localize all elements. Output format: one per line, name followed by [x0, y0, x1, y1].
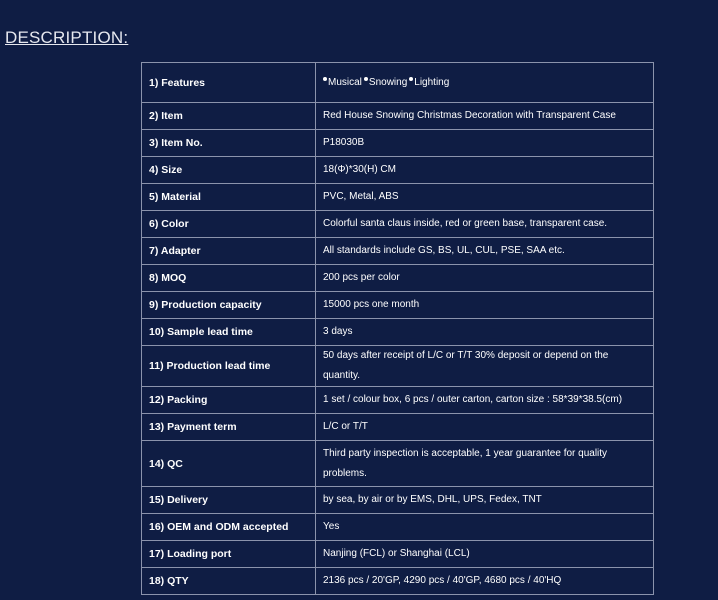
row-value: 15000 pcs one month [316, 292, 654, 319]
table-row [142, 238, 654, 265]
row-value: 200 pcs per color [316, 265, 654, 292]
table-row [142, 346, 654, 387]
bullet-icon [323, 77, 327, 81]
row-label: 9) Production capacity [142, 292, 316, 319]
table-row [142, 441, 654, 487]
description-heading: DESCRIPTION: [5, 28, 129, 47]
row-label: 14) QC [142, 441, 316, 487]
row-label: 2) Item [142, 103, 316, 130]
table-row [142, 541, 654, 568]
row-label: 12) Packing [142, 387, 316, 414]
row-label: 3) Item No. [142, 130, 316, 157]
row-value: Yes [316, 514, 654, 541]
features-value [316, 63, 654, 103]
row-label: 5) Material [142, 184, 316, 211]
table-row [142, 292, 654, 319]
row-value: 50 days after receipt of L/C or T/T 30% deposit or depend on the quantity. [316, 346, 654, 387]
table-row [142, 184, 654, 211]
row-label: 18) QTY [142, 568, 316, 595]
table-row [142, 265, 654, 292]
row-label: 1) Features [142, 63, 316, 103]
row-value: 2136 pcs / 20'GP, 4290 pcs / 40'GP, 4680 pcs / 40'HQ [316, 568, 654, 595]
row-value: 1 set / colour box, 6 pcs / outer carton, carton size : 58*39*38.5(cm) [316, 387, 654, 414]
table-row [142, 387, 654, 414]
row-value: Red House Snowing Christmas Decoration with Transparent Case [316, 103, 654, 130]
row-label: 4) Size [142, 157, 316, 184]
table-row [142, 514, 654, 541]
table-row-features [142, 63, 654, 103]
table-row [142, 414, 654, 441]
table-row [142, 568, 654, 595]
row-label: 6) Color [142, 211, 316, 238]
row-label: 8) MOQ [142, 265, 316, 292]
bullet-icon [409, 77, 413, 81]
row-label: 7) Adapter [142, 238, 316, 265]
feature-item: Lighting [414, 76, 450, 88]
bullet-icon [364, 77, 368, 81]
row-label: 10) Sample lead time [142, 319, 316, 346]
row-value: by sea, by air or by EMS, DHL, UPS, Fedex, TNT [316, 487, 654, 514]
row-value: Colorful santa claus inside, red or green base, transparent case. [316, 211, 654, 238]
table-row [142, 211, 654, 238]
row-value: Nanjing (FCL) or Shanghai (LCL) [316, 541, 654, 568]
table-row [142, 487, 654, 514]
row-value: 3 days [316, 319, 654, 346]
row-value: Third party inspection is acceptable, 1 year guarantee for quality problems. [316, 441, 654, 487]
row-label: 16) OEM and ODM accepted [142, 514, 316, 541]
row-label: 11) Production lead time [142, 346, 316, 387]
row-value: P18030B [316, 130, 654, 157]
table-row [142, 130, 654, 157]
row-label: 15) Delivery [142, 487, 316, 514]
feature-item: Musical [328, 76, 362, 88]
product-spec-table [141, 62, 654, 595]
row-value: All standards include GS, BS, UL, CUL, PSE, SAA etc. [316, 238, 654, 265]
row-label: 17) Loading port [142, 541, 316, 568]
row-label: 13) Payment term [142, 414, 316, 441]
table-row [142, 319, 654, 346]
table-row [142, 157, 654, 184]
table-row [142, 103, 654, 130]
row-value: 18(Φ)*30(H) CM [316, 157, 654, 184]
row-value: L/C or T/T [316, 414, 654, 441]
feature-item: Snowing [368, 76, 408, 88]
row-value: PVC, Metal, ABS [316, 184, 654, 211]
